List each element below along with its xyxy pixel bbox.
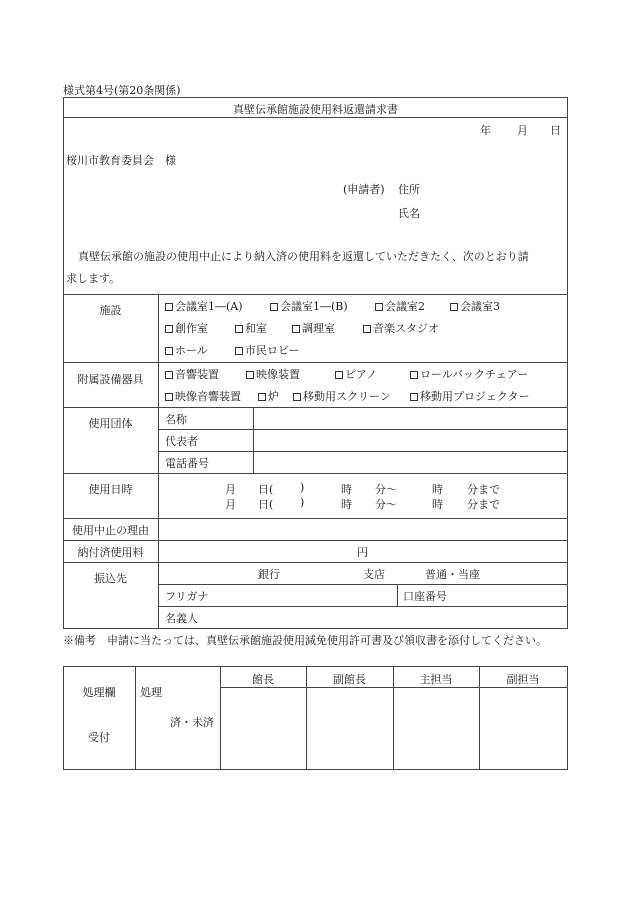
note-text: ※備考 申請に当たっては、真壁伝承館施設使用減免使用許可書及び領収書を添付してください。 bbox=[63, 634, 547, 647]
datetime-row2-minute: 分～ bbox=[375, 498, 397, 511]
equipment-option-kiln[interactable]: 炉 bbox=[258, 388, 279, 404]
checkbox-icon bbox=[375, 303, 383, 311]
equipment-option-av[interactable]: 映像音響装置 bbox=[165, 388, 241, 404]
facility-option-craft[interactable]: 創作室 bbox=[165, 320, 208, 336]
transfer-account-number: 口座番号 bbox=[403, 590, 447, 603]
checkbox-icon bbox=[410, 371, 418, 379]
datetime-row2-hour: 時 bbox=[341, 498, 352, 511]
group-rep-label: 代表者 bbox=[165, 435, 198, 448]
transfer-bank: 銀行 bbox=[258, 568, 280, 581]
datetime-label: 使用日時 bbox=[88, 483, 133, 496]
checkbox-icon bbox=[293, 393, 301, 401]
datetime-row2-minute2: 分まで bbox=[467, 498, 500, 511]
date-day: 日 bbox=[550, 124, 561, 137]
processing-section-label: 処理欄 bbox=[82, 686, 116, 699]
address-label: 住所 bbox=[398, 183, 420, 196]
header-director: 館長 bbox=[252, 673, 274, 686]
body-text-1: 真壁伝承館の施設の使用中止により納入済の使用料を返還していただきたく、次のとおり請 bbox=[78, 250, 529, 263]
datetime-row1-minute2: 分まで bbox=[467, 483, 500, 496]
checkbox-icon bbox=[258, 393, 266, 401]
checkbox-icon bbox=[270, 303, 278, 311]
name-label: 氏名 bbox=[398, 207, 420, 220]
checkbox-icon bbox=[246, 371, 254, 379]
equipment-option-mobile-projector[interactable]: 移動用プロジェクター bbox=[410, 388, 530, 404]
datetime-row2-hour2: 時 bbox=[432, 498, 443, 511]
group-label: 使用団体 bbox=[88, 417, 133, 430]
equipment-option-rollback-chair[interactable]: ロールバックチェアー bbox=[410, 366, 528, 382]
equipment-label: 附属設備器具 bbox=[77, 373, 144, 386]
datetime-row1-paren: ) bbox=[300, 481, 305, 494]
checkbox-icon bbox=[410, 393, 418, 401]
equipment-option-mobile-screen[interactable]: 移動用スクリーン bbox=[293, 388, 391, 404]
facility-option-room1b[interactable]: 会議室1―(B) bbox=[270, 298, 348, 314]
date-year: 年 bbox=[480, 124, 491, 137]
header-main-staff: 主担当 bbox=[419, 673, 453, 686]
checkbox-icon bbox=[165, 303, 173, 311]
fee-unit: 円 bbox=[357, 546, 368, 559]
datetime-row1-month: 月 bbox=[225, 483, 236, 496]
facility-label: 施設 bbox=[99, 304, 122, 317]
transfer-furigana: フリガナ bbox=[165, 590, 209, 603]
group-name-label: 名称 bbox=[165, 413, 187, 426]
equipment-option-sound[interactable]: 音響装置 bbox=[165, 366, 219, 382]
checkbox-icon bbox=[363, 325, 371, 333]
checkbox-icon bbox=[335, 371, 343, 379]
form-number: 様式第4号(第20条関係) bbox=[63, 84, 181, 97]
applicant-label: (申請者) bbox=[343, 183, 385, 196]
processing-status: 済・未済 bbox=[170, 716, 214, 729]
group-rep-field[interactable] bbox=[258, 433, 558, 449]
reason-label: 使用中止の理由 bbox=[72, 524, 149, 537]
datetime-row2-month: 月 bbox=[225, 498, 236, 511]
datetime-row1-minute: 分～ bbox=[375, 483, 397, 496]
border-top bbox=[63, 97, 568, 98]
transfer-account-type: 普通・当座 bbox=[425, 568, 480, 581]
datetime-row1-hour: 時 bbox=[341, 483, 352, 496]
equipment-option-video[interactable]: 映像装置 bbox=[246, 366, 300, 382]
body-text-2: 求します。 bbox=[66, 272, 121, 285]
facility-option-japanese[interactable]: 和室 bbox=[235, 320, 267, 336]
form-title: 真壁伝承館施設使用料返還請求書 bbox=[233, 103, 398, 116]
processing-received-label: 受付 bbox=[88, 731, 110, 744]
facility-option-lobby[interactable]: 市民ロビー bbox=[235, 342, 300, 358]
group-name-field[interactable] bbox=[258, 411, 558, 427]
datetime-row2-paren: ) bbox=[300, 496, 305, 509]
datetime-row1-hour2: 時 bbox=[432, 483, 443, 496]
facility-option-room2[interactable]: 会議室2 bbox=[375, 298, 425, 314]
checkbox-icon bbox=[165, 347, 173, 355]
border-bottom bbox=[63, 628, 568, 629]
transfer-branch: 支店 bbox=[363, 568, 385, 581]
facility-option-kitchen[interactable]: 調理室 bbox=[292, 320, 335, 336]
transfer-holder: 名義人 bbox=[165, 612, 198, 625]
facility-option-hall[interactable]: ホール bbox=[165, 342, 208, 358]
checkbox-icon bbox=[165, 393, 173, 401]
group-phone-label: 電話番号 bbox=[165, 457, 209, 470]
facility-option-studio[interactable]: 音楽スタジオ bbox=[363, 320, 439, 336]
header-sub-staff: 副担当 bbox=[506, 673, 540, 686]
checkbox-icon bbox=[235, 325, 243, 333]
checkbox-icon bbox=[165, 371, 173, 379]
checkbox-icon bbox=[450, 303, 458, 311]
reason-field[interactable] bbox=[163, 520, 563, 536]
datetime-row1-day: 日( bbox=[258, 483, 274, 496]
processing-label: 処理 bbox=[140, 686, 162, 699]
checkbox-icon bbox=[292, 325, 300, 333]
group-phone-field[interactable] bbox=[258, 455, 558, 471]
fee-label: 納付済使用料 bbox=[77, 546, 144, 559]
facility-option-room1a[interactable]: 会議室1―(A) bbox=[165, 298, 243, 314]
header-deputy-director: 副館長 bbox=[333, 673, 366, 686]
facility-option-room3[interactable]: 会議室3 bbox=[450, 298, 500, 314]
checkbox-icon bbox=[235, 347, 243, 355]
addressee: 桜川市教育委員会 様 bbox=[66, 154, 176, 167]
transfer-label: 振込先 bbox=[94, 572, 127, 585]
datetime-row2-day: 日( bbox=[258, 498, 274, 511]
label-column-divider bbox=[158, 294, 159, 628]
checkbox-icon bbox=[165, 325, 173, 333]
date-month: 月 bbox=[517, 124, 528, 137]
equipment-option-piano[interactable]: ピアノ bbox=[335, 366, 377, 382]
